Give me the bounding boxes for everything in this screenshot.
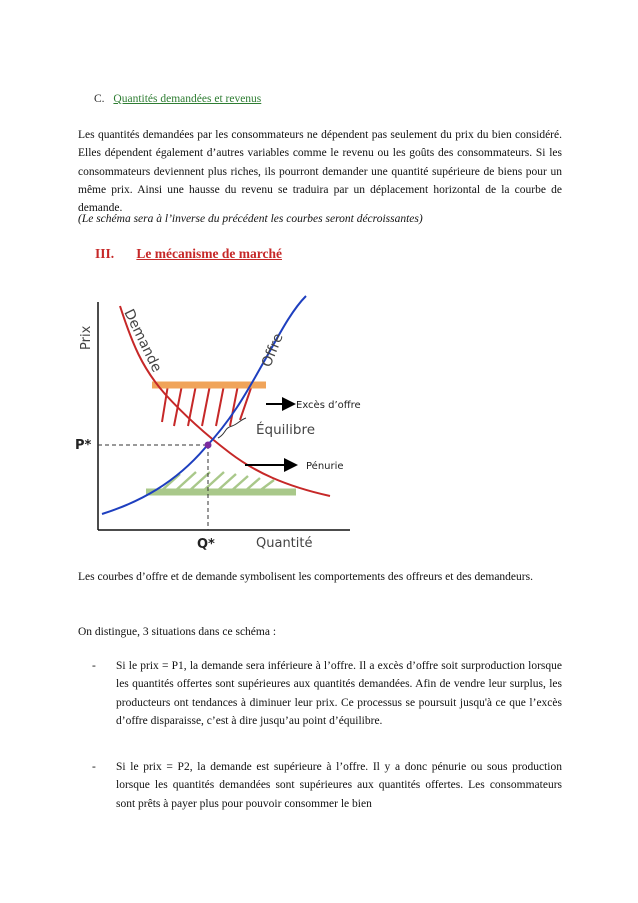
situations-list bbox=[78, 657, 562, 730]
penurie-label: Pénurie bbox=[306, 461, 344, 472]
intro-note: (Le schéma sera à l’inverse du précédent les courbes seront décroissantes) bbox=[78, 213, 423, 225]
intro-paragraph: Les quantités demandées par les consommateurs ne dépendent pas seulement du prix du bien considéré. Elles dépendent également d’autres variables comme le revenu ou les goûts des consommateurs. Si les consommateurs deviennent plus riches, ils pourront demander une quantité supérieure de biens pour un même prix. Ainsi une hausse du revenu se traduira par un déplacement horizontal de la courbe de demande. bbox=[78, 129, 562, 215]
x-tick-label: Q* bbox=[197, 537, 215, 552]
equilibrium-label: Équilibre bbox=[256, 422, 316, 438]
section-iii-title[interactable]: Le mécanisme de marché bbox=[136, 246, 282, 261]
market-chart bbox=[70, 288, 370, 558]
list-item bbox=[78, 657, 562, 730]
offre-label: Offre bbox=[258, 331, 287, 370]
situations-list-continued bbox=[78, 758, 562, 813]
section-iii-number: III. bbox=[95, 246, 115, 261]
body-paragraph-1: Les courbes d’offre et de demande symbolisent les comportements des offreurs et des demandeurs. bbox=[78, 571, 533, 583]
equilibrium-point bbox=[205, 442, 212, 449]
bullet-text: Si le prix = P1, la demande sera inférieure à l’offre. Il a excès d’offre soit surproduction lorsque les quantités offertes sont supérieures aux quantités demandées. Afin de vendre leur surplus, les producteurs ont tendances à diminuer leur prix. Ce processus se poursuit jusqu'à ce que l’excès d’offre disparaisse, c’est à dire jusqu’au point d’équilibre. bbox=[116, 660, 562, 727]
bullet-dash: - bbox=[92, 660, 96, 672]
y-tick-label: P* bbox=[75, 438, 92, 453]
bullet-dash: - bbox=[92, 761, 96, 773]
section-c-heading bbox=[94, 93, 261, 105]
demande-label: Demande bbox=[120, 306, 165, 375]
section-c-title[interactable]: Quantités demandées et revenus bbox=[113, 93, 262, 105]
bullet-text: Si le prix = P2, la demande est supérieure à l’offre. Il y a donc pénurie ou sous production lorsque les quantités demandées sont supérieures aux quantités offertes. Les consommateurs sont prêts à payer plus pour pouvoir consommer le bien bbox=[116, 761, 562, 810]
body-paragraph-2: On distingue, 3 situations dans ce schéma : bbox=[78, 626, 277, 638]
exces-offre-label: Excès d’offre bbox=[296, 400, 361, 411]
section-c-number: C. bbox=[94, 93, 105, 105]
y-axis-label: Prix bbox=[79, 325, 94, 350]
market-chart-svg bbox=[70, 288, 370, 553]
list-item bbox=[78, 758, 562, 813]
section-iii-heading bbox=[95, 246, 282, 262]
x-axis-label: Quantité bbox=[256, 536, 313, 551]
